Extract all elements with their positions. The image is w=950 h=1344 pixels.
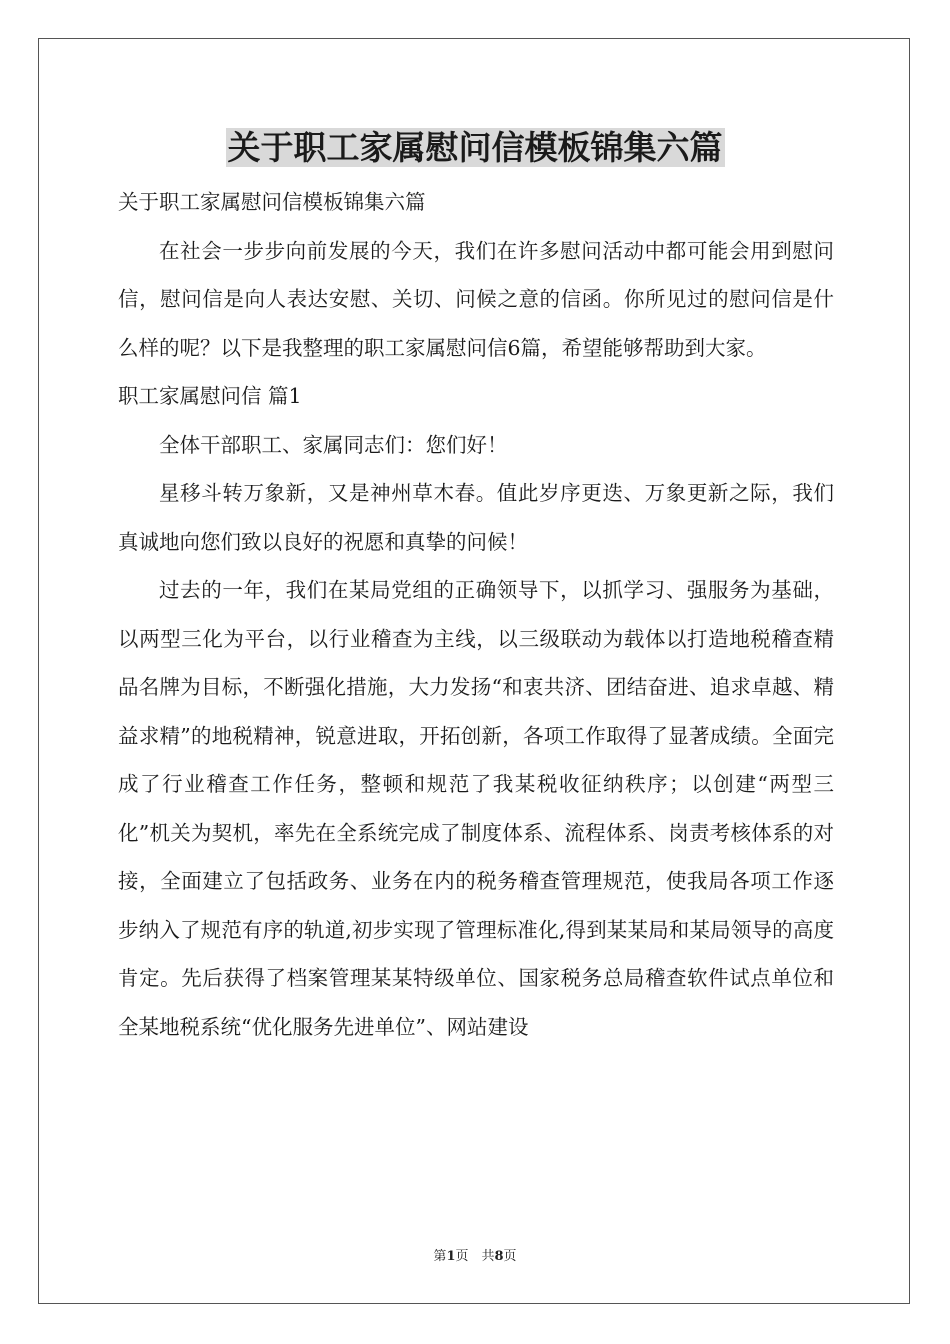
footer-suffix: 页 — [503, 1249, 517, 1264]
subtitle-paragraph: 关于职工家属慰问信模板锦集六篇 — [118, 190, 426, 214]
salutation-paragraph: 全体干部职工、家属同志们：您们好！ — [159, 432, 508, 457]
page-footer — [0, 1245, 950, 1264]
body-paragraph: 过去的一年，我们在某局党组的正确领导下，以抓学习、强服务为基础，以两型三化为平台，以行业稽查为主线，以三级联动为载体以打造地税稽查精品名牌为目标，不断强化措施，大力发扬“和衷共济、团结奋进、追求卓越、精益求精”的地税精神，锐意进取，开拓创新，各项工作取得了显著成绩。全面完成了行业稽查工作任务，整顿和规范了我某税收征纳秩序；以创建“两型三化”机关为契机，率先在全系统完成了制度体系、流程体系、岗责考核体系的对接，全面建立了包括政务、业务在内的税务稽查管理规范，使我局各项工作逐步纳入了规范有序的轨道,初步实现了管理标准化,得到某某局和某局领导的高度肯定。先后获得了档案管理某某特级单位、国家税务总局稽查软件试点单位和全某地税系统“优化服务先进单位”、网站建设 — [118, 578, 834, 1039]
document-title — [0, 128, 950, 168]
footer-current-page: 1 — [446, 1249, 456, 1264]
section-heading: 职工家属慰问信 篇1 — [118, 384, 302, 408]
document-body — [118, 178, 834, 1051]
intro-paragraph: 在社会一步步向前发展的今天，我们在许多慰问活动中都可能会用到慰问信，慰问信是向人表达安慰、关切、问候之意的信函。你所见过的慰问信是什么样的呢？以下是我整理的职工家属慰问信6篇，希望能够帮助到大家。 — [118, 238, 834, 360]
footer-total-pages: 8 — [494, 1249, 504, 1264]
document-title-text: 关于职工家属慰问信模板锦集六篇 — [227, 128, 723, 167]
footer-prefix: 第 — [433, 1249, 447, 1264]
footer-mid: 页 共 — [455, 1249, 495, 1264]
greeting-paragraph: 星移斗转万象新，又是神州草木春。值此岁序更迭、万象更新之际，我们真诚地向您们致以良好的祝愿和真挚的问候！ — [118, 481, 834, 554]
